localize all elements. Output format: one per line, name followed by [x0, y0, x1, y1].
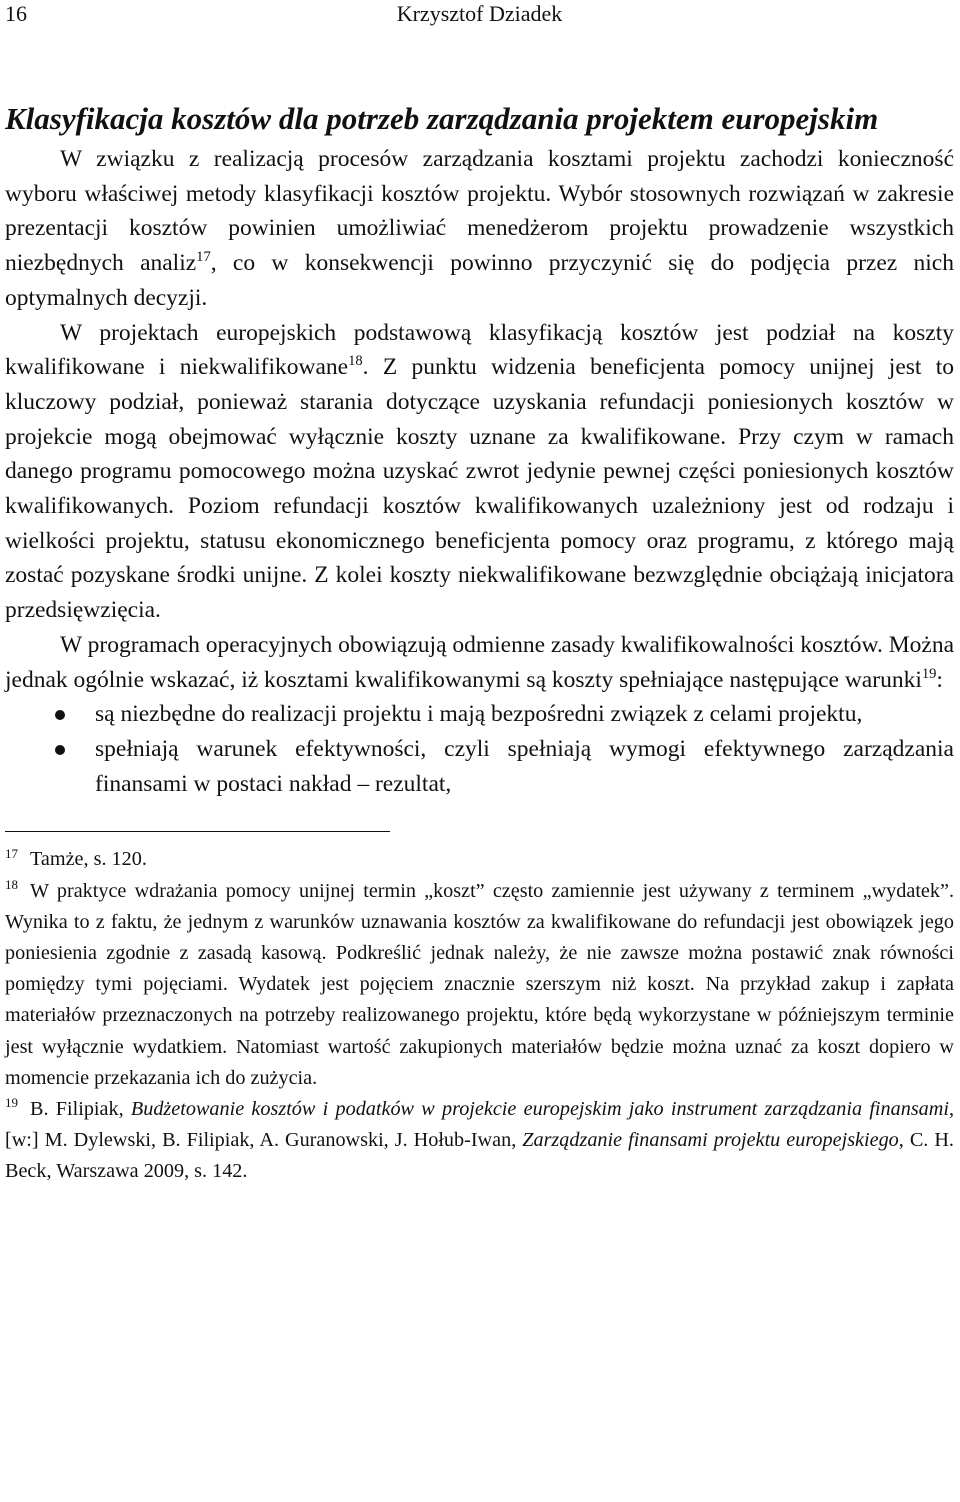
footnote-separator — [5, 831, 390, 832]
footnote-19 — [5, 1094, 954, 1188]
list-item — [5, 697, 954, 732]
footnote-ref-17[interactable]: 17 — [196, 249, 211, 266]
list-item-text: spełniają warunek efektywności, czyli spełniają wymogi efektywnego zarządzania finansami w postaci nakład – rezultat, — [95, 735, 954, 797]
paragraph-3-text: W programach operacyjnych obowiązują odmienne zasady kwalifikowalności kosztów. Można jednak ogólnie wskazać, iż kosztami kwalifikowanymi są koszty spełniające następujące warunki — [5, 631, 955, 693]
footnote-text: , C. H. Beck, Warszawa 2009, s. 142. — [5, 1129, 954, 1183]
footnote-text: B. Filipiak, — [30, 1097, 131, 1120]
conditions-list — [5, 697, 954, 801]
paragraph-1-text: W związku z realizacją procesów zarządzania kosztami projektu zachodzi konieczność wyboru właściwej metody klasyfikacji kosztów projektu. Wybór stosownych rozwiązań w zakresie prezentacji kosztów powinien umożliwiać menedżerom projektu prowadzenie wszystkich niezbędnych analiz — [5, 146, 954, 277]
footnote-ref-19[interactable]: 19 — [921, 665, 937, 682]
paragraph-1-text-end: , co w konsekwencji powinno przyczynić się do podjęcia przez nich optymalnych decyzji. — [5, 250, 954, 311]
footnote-text: , [w:] M. Dylewski, B. Filipiak, A. Guranowski, J. Hołub-Iwan, — [5, 1097, 954, 1152]
footnote-ref-18[interactable]: 18 — [348, 353, 363, 370]
footnote-number: 17 — [5, 845, 18, 861]
footnote-text: W praktyce wdrażania pomocy unijnej termin „koszt” często zamiennie jest używany z terminem „wydatek”. Wynika to z faktu, że jednym z warunków uznawania kosztów za kwalifikowane do refundacji jest obowiązek jego poniesienia zgodnie z zasadą kasową. Podkreślić jednak należy, że nie zawsze można postawić znak równości pomiędzy tymi pojęciami. Wydatek jest pojęciem znacznie szerszym niż koszt. Na przykład zakup i zapłata materiałów przeznaczonych na potrzeby realizowanego projektu, które będą wykorzystane w późniejszym terminie jest wyłącznie wydatkiem. Natomiast wartość zakupionych materiałów będzie można uznać za koszt dopiero w momencie przekazania ich do zużycia. — [5, 879, 954, 1089]
paragraph-2-text: W projektach europejskich podstawową klasyfikacją kosztów jest podział na koszty kwalifikowane i niekwalifikowane — [5, 319, 954, 381]
paragraph-3-text-end: : — [936, 666, 943, 693]
footnote-text: Tamże, s. 120. — [30, 848, 147, 871]
footnote-18 — [5, 876, 954, 1094]
page-header — [5, 0, 954, 34]
list-item — [5, 732, 954, 801]
page-number: 16 — [5, 1, 27, 26]
body-text — [5, 142, 954, 801]
running-head-author: Krzysztof Dziadek — [396, 1, 563, 26]
document-page — [5, 0, 954, 1188]
section-title: Klasyfikacja kosztów dla potrzeb zarządzania projektem europejskim — [5, 101, 879, 136]
bullet-icon — [55, 745, 65, 755]
footnote-number: 19 — [5, 1095, 18, 1111]
footnotes — [5, 844, 954, 1187]
footnote-number: 18 — [5, 876, 18, 892]
paragraph-2 — [5, 316, 954, 628]
cited-work-title: Budżetowanie kosztów i podatków w projekcie europejskim jako instrument zarządzania finansami — [130, 1097, 949, 1120]
paragraph-3 — [5, 628, 954, 697]
cited-book-title: Zarządzanie finansami projektu europejskiego — [522, 1129, 899, 1152]
bullet-icon — [55, 710, 65, 720]
paragraph-1 — [5, 142, 954, 316]
footnote-17 — [5, 844, 954, 875]
list-item-text: są niezbędne do realizacji projektu i mają bezpośredni związek z celami projektu, — [95, 701, 863, 728]
paragraph-2-text-end: . Z punktu widzenia beneficjenta pomocy unijnej jest to kluczowy podział, ponieważ starania dotyczące uzyskania refundacji poniesionych kosztów w projekcie mogą obejmować wyłącznie koszty uznane za kwalifikowane. Przy czym w ramach danego programu pomocowego można uzyskać zwrot jedynie pewnej części poniesionych kosztów kwalifikowanych. Poziom refundacji kosztów kwalifikowanych uzależniony jest od rodzaju i wielkości projektu, statusu ekonomicznego beneficjenta pomocy oraz programu, z którego mają zostać pozyskane środki unijne. Z kolei koszty niekwalifikowane bezwzględnie obciążają inicjatora przedsięwzięcia. — [5, 354, 954, 624]
